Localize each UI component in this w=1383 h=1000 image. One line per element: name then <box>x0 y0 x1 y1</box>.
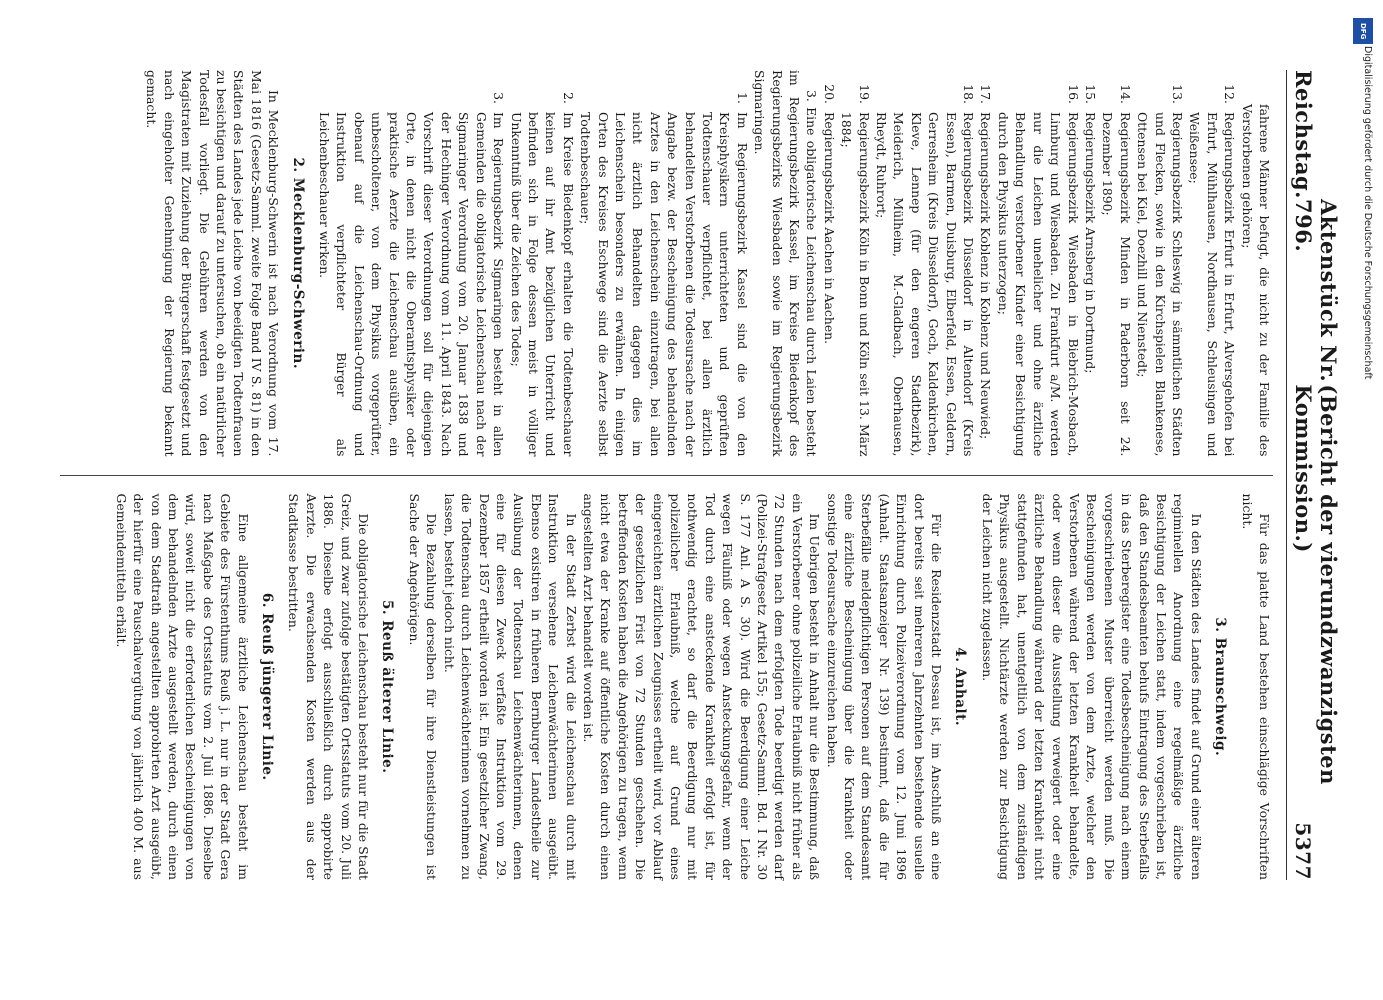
list-item <box>1134 70 1186 457</box>
list-item <box>820 70 837 457</box>
list-item <box>1186 70 1238 457</box>
page-body <box>60 70 1273 880</box>
section-title-anhalt: 4. Anhalt. <box>952 647 969 727</box>
item-text: Regierungsbezirk Schleswig in sämmtlichen Städten und Flecken, sowie in den Kirchspielen Blankenese, Ottensen bei Kiel, Doezhill und Nienstedt; <box>1135 112 1185 457</box>
section-text-anhalt-3: In der Stadt Zerbst wird die Leichenschau durch mit Instruktion versehene Leichenwächterinnen ausgeübt. Ebenso existiren in früheren Bernburger Landestheile zur Ausübung der Todtenschau Leichenwächterinnen, denen eine für diesen Zweck verfaßte Instruktion vom 29. Dezember 1857 ertheilt worden ist. Ein gesetzlicher Zwang, die Todtenschau durch Leichenwächterinnen vornehmen zu lassen, besteht jedoch nicht. <box>441 493 579 880</box>
item-number: 1. <box>734 92 750 104</box>
item-number: 14. <box>1117 84 1133 104</box>
item-text: Im Regierungsbezirk Sigmaringen besteht in allen Gemeinden die obligatorische Leichenschau nach der Sigmaringer Verordnung vom 20. Januar 1838 und der Hechinger Verordnung vom 11. April 1843. Nach Vorschrift dieser Verordnungen soll für diejenigen Orte, in denen nicht die Oberamtsphysiker oder praktische Aerzte die Leichenschau ausüben, ein unbescholtener, von dem Physikus vorgeprüfter, obenauf auf die Leichenschau-Ordnung und Instruktion verpflichteter Bürger als Leichenbeschauer wirken. <box>317 112 507 457</box>
sub-item <box>507 70 577 457</box>
header-reichstag: Reichstag. <box>1291 70 1316 199</box>
right-intro: Für das platte Land bestehen einschlägige Vorschriften nicht. <box>1239 493 1272 880</box>
item-text: Regierungsbezirk Aachen in Aachen. <box>821 112 837 345</box>
item-text: Im Kreise Biedenkopf erhalten die Todtenbeschauer keinen auf ihr Amt bezüglichen Unterricht und befinden sich in Folge dessen meist in völliger Unkenntniß über die Zeichen des Todes; <box>508 112 576 457</box>
left-intro: fahrene Männer befugt, die nicht zu der Familie des Verstorbenen gehören; <box>1239 104 1272 457</box>
left-column <box>60 70 1273 457</box>
item-text: Regierungsbezirk Köln in Bonn und Köln seit 13. März 1884; <box>839 112 872 457</box>
item-text: Im Regierungsbezirk Kassel sind die von den Kreisphysikern unterrichteten und geprüften Todtenschauer verpflichtet, bei allen ärztlich behandelten Verstorbenen die Todesursache nach der Angabe bezw. der Bescheinigung des behandelnden Arztes in den Leichenschein einzutragen, bei allen nicht ärztlich Behandelten dagegen dies im Leichenschein besonders zu erwähnen. In einigen Orten des Kreises Eschwege sind die Aerzte selbst Todtenbeschauer; <box>578 112 750 457</box>
section-text-anhalt-4: Die Bezahlung derselben für ihre Dienstleistungen ist Sache der Angehörigen. <box>406 493 440 880</box>
item-number: 18. <box>961 84 977 104</box>
section-title-mecklenburg: 2. Mecklenburg-Schwerin. <box>289 157 306 370</box>
item-number: 13. <box>1169 84 1185 104</box>
list-item <box>1099 70 1134 457</box>
item-text: Regierungsbezirk Minden in Paderborn seit 24. Dezember 1890; <box>1100 112 1133 457</box>
digitization-note: Digitalisierung gefördert durch die Deutsche Forschungsgemeinschaft <box>1362 46 1373 380</box>
section-text-reuss-juenger: Eine allgemeine ärztliche Leichenschau besteht im Gebiete des Fürstenthums Reuß j. L. nur in der Stadt Gera nach Maßgabe des Ortsstatuts vom 2. Juli 1886. Dieselbe wird, soweit nicht die erforderlichen Bescheinigungen von dem behandelnden Arzte ausgestellt werden, durch einen von dem Stadtrath angestellten approbirten Arzt ausgeübt, der hierfür eine Pauschalvergütung von jährlich 400 M. aus Gemeindemitteln erhält. <box>113 493 251 880</box>
list-item <box>977 70 994 457</box>
item-number: 2. <box>560 92 576 104</box>
right-column <box>60 494 1273 881</box>
list-item <box>873 70 977 457</box>
list-item <box>995 70 1082 457</box>
section-text-anhalt-1: Für die Residenzstadt Dessau ist, im Anschluß an eine dort bereits seit mehreren Jahrzehnten bestehende usuelle Einrichtung durch Polizeiverordnung vom 12. Juni 1896 (Anhalt. Staatsanzeiger Nr. 139) bestimmt, daß die für Sterbefälle meldepflichtigen Personen auf dem Standesamt eine ärztliche Bescheinigung über die Krankheit oder sonstige Todesursache einzureichen haben. <box>824 493 945 880</box>
item-number: 17. <box>978 84 994 104</box>
sub-item <box>577 70 751 457</box>
item-text: Regierungsbezirk Düsseldorf in Altendorf (Kreis Essen), Barmen, Duisburg, Elberfeld, Essen, Geldern, Gerresheim (Kreis Düsseldorf), Goch, Kaldenkirchen, Kleve, Lennep (für den engeren Stadtbezirk), Meiderich, Mülheim, M.-Gladbach, Oberhausen, Rheydt, Ruhrort; <box>874 112 977 457</box>
digitization-stamp <box>1359 10 1375 1000</box>
list-item <box>838 70 873 457</box>
dfg-logo-icon: DFG <box>1353 18 1373 44</box>
section-text-braunschweig: In den Städten des Landes findet auf Grund einer älteren regiminellen Anordnung eine regelmäßige ärztliche Besichtigung der Leichen statt, indem vorgeschrieben ist, daß den Standesbeamten behufs Eintragung des Sterbefalls in das Sterberegister eine Todesbescheinigung nach einem vorgeschriebenen Muster überreicht werden muß. Die Bescheinigungen werden von dem Arzte, welcher den Verstorbenen während der letzten Krankheit behandelte, oder wenn dieser die Ausstellung verweigert oder eine ärztliche Behandlung während der letzten Krankheit nicht stattgefunden hat, unentgeltlich von dem zuständigen Physikus ausgestellt. Nichtärzte werden zur Besichtigung der Leichen nicht zugelassen. <box>979 493 1204 880</box>
item-number: 20. <box>821 84 837 104</box>
item-number: 12. <box>1222 84 1238 104</box>
list-item <box>1082 70 1099 457</box>
section-text-reuss-aelter: Die obligatorische Leichenschau besteht nur für die Stadt Greiz, und zwar zufolge bestätigten Ortsstatuts vom 20. Juli 1886. Dieselbe erfolgt ausschließlich durch approbirte Aerzte. Die erwachsenden Kosten werden aus der Stadtkasse bestritten. <box>286 493 372 880</box>
section-text-mecklenburg: In Mecklenburg-Schwerin ist nach Verordnung vom 17. Mai 1816 (Gesetz-Samml. zweite Folge Band IV S. 81) in den Städten des Landes jede Leiche von beeidigten Todtenfrauen zu besichtigen und darauf zu untersuchen, ob ein natürlicher Todesfall vorliegt. Die Gebühren werden von den Magistraten mit Zuziehung der Bürgerschaft festgesetzt und nach eingeholter Genehmigung der Regierung bekannt gemacht. <box>144 70 282 457</box>
header-subtitle: (Bericht der vierundzwanzigsten Kommission.) <box>1291 384 1341 785</box>
section-text-anhalt-2: Im Uebrigen besteht in Anhalt nur die Bestimmung, daß ein Verstorbener ohne polizeiliche Erlaubniß nicht früher als 72 Stunden nach dem erfolgten Tode beerdigt werden darf (Polizei-Strafgesetz Artikel 155; Gesetz-Samml. Bd. I Nr. 30 S. 177 Anl. A S. 30). Wird die Beerdigung einer Leiche wegen Fäulniß oder wegen Ansteckungsgefahr, wenn der Tod durch eine ansteckende Krankheit erfolgt ist, für nothwendig erachtet, so darf die Beerdigung nur mit polizeilicher Erlaubniß, welche auf Grund eines eingereichten ärztlichen Zeugnisses ertheilt wird, vor Ablauf der gesetzlichen Frist von 72 Stunden geschehen. Die betreffenden Kosten haben die Angehörigen zu tragen, wenn nicht etwa der Kranke auf öffentliche Kosten durch einen angestellten Arzt behandelt worden ist. <box>580 493 823 880</box>
item-number: 15. <box>1082 84 1098 104</box>
item-text: Regierungsbezirk Arnsberg in Dortmund; <box>1082 112 1098 374</box>
sub-item <box>316 70 507 457</box>
item-number: 16. <box>1065 84 1081 104</box>
item-text: Regierungsbezirk Erfurt in Erfurt, Alversgehofen bei Erfurt, Mühlhausen, Nordhausen, Schleusingen und Weißensee; <box>1187 112 1238 457</box>
item-number: 3. <box>491 92 507 104</box>
header-aktenstueck: Aktenstück Nr. 796. <box>1291 198 1341 383</box>
item-text: Regierungsbezirk Wiesbaden in Biebrich-Mosbach, Limburg und Wiesbaden. Zu Frankfurt a/M. werden nur die Leichen unehelicher und ohne ärztliche Behandlung verstorbener Kinder einer Besichtigung durch den Physikus unterzogen; <box>995 112 1081 457</box>
section-title-reuss-aelter: 5. Reuß älterer Linie. <box>379 600 396 774</box>
column-divider <box>60 475 1273 476</box>
item-number: 19. <box>856 84 872 104</box>
section-title-braunschweig: 3. Braunschweig. <box>1212 617 1229 757</box>
section-title-reuss-juenger: 6. Reuß jüngerer Linie. <box>259 592 276 781</box>
page-number: 5377 <box>1291 822 1315 880</box>
item-text: Regierungsbezirk Koblenz in Koblenz und Neuwied; <box>978 112 994 440</box>
paragraph-3: 3. Eine obligatorische Leichenschau durch Laien besteht im Regierungsbezirk Kassel, im Kreise Biedenkopf des Regierungsbezirks Wiesbaden sowie im Regierungsbezirk Sigmaringen. <box>752 70 820 457</box>
page-header <box>1286 70 1341 880</box>
